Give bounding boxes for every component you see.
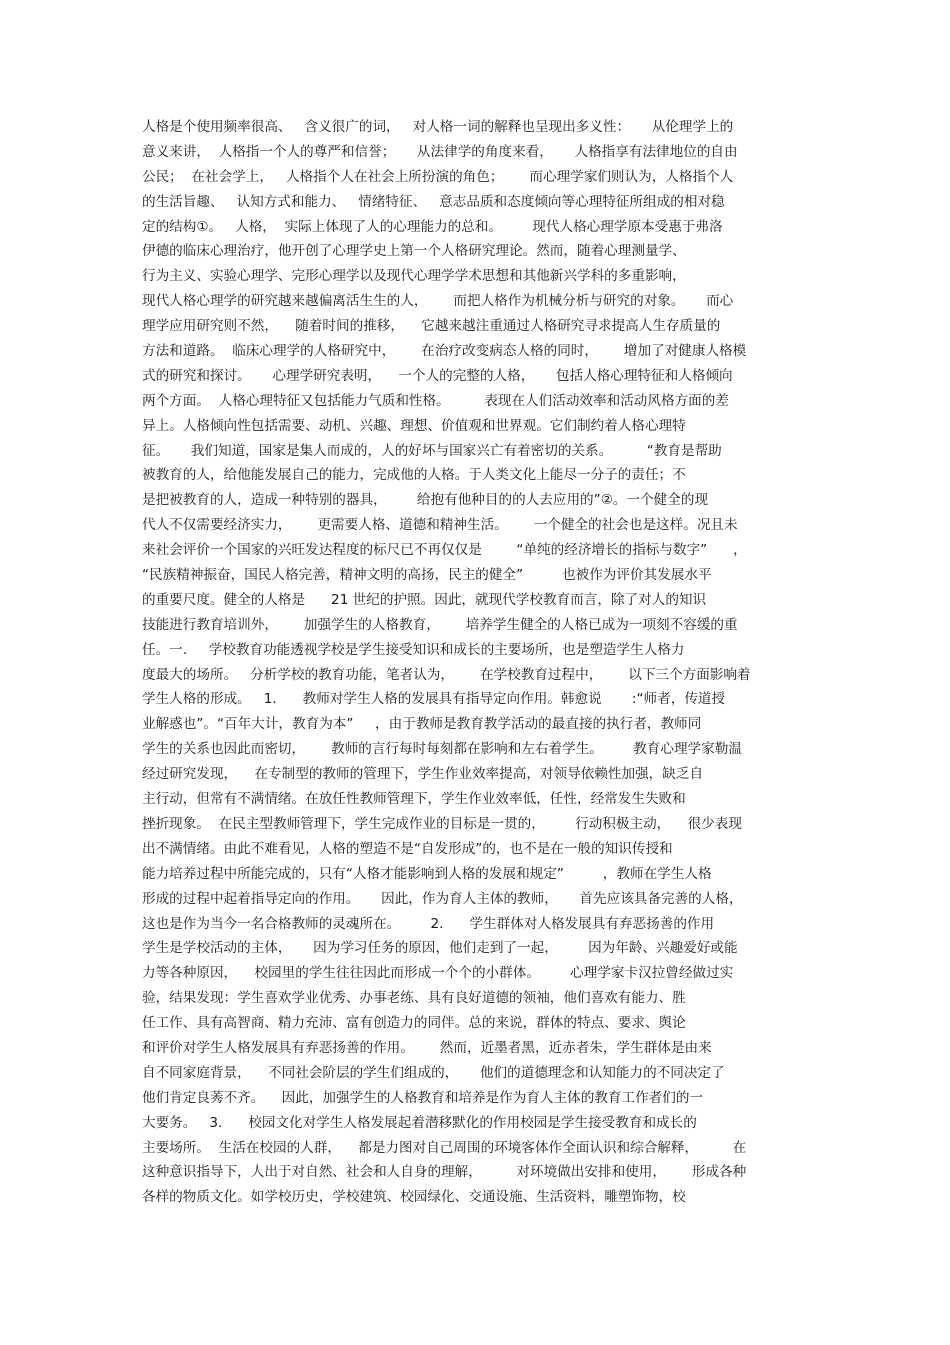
text-line: 意义来讲， 人格指一个人的尊严和信誉； 从法律学的角度来看， 人格指享有法律地位的自由 — [142, 143, 738, 160]
text-line: 大要务。 3. 校园文化对学生人格发展起着潜移默化的作用校园是学生接受教育和成长的 — [142, 1114, 697, 1131]
text-line: 现代人格心理学的研究越来越偏离活生生的人， 而把人格作为机械分析与研究的对象。 而心 — [142, 293, 734, 310]
text-line: 挫折现象。 在民主型教师管理下，学生完成作业的目标是一贯的， 行动积极主动， 很少表现 — [142, 815, 742, 832]
text-line: 异上。人格倾向性包括需要、动机、兴趣、理想、价值观和世界观。它们制约着人格心理特 — [142, 417, 686, 434]
text-line: 和评价对学生人格发展具有弃恶扬善的作用。 然而，近墨者黑，近赤者朱，学生群体是由来 — [142, 1039, 712, 1056]
text-line: 形成的过程中起着指导定向的作用。 因此，作为育人主体的教师， 首先应该具备完善的人格， — [142, 890, 743, 907]
text-line: 经过研究发现， 在专制型的教师的管理下，学生作业效率提高，对领导依赖性加强，缺乏自 — [142, 766, 704, 783]
text-line: 理学应用研究则不然， 随着时间的推移， 它越来越注重通过人格研究寻求提高人生存质量的 — [142, 318, 721, 335]
text-line: 这种意识指导下，人出于对自然、社会和人自身的理解， 对环境做出安排和使用， 形成各种 — [142, 1164, 747, 1181]
text-line: 任工作、具有高智商、精力充沛、富有创造力的同伴。总的来说，群体的特点、要求、舆论 — [142, 1015, 686, 1032]
text-line: 人格是个使用频率很高、 含义很广的词， 对人格一词的解释也呈现出多义性： 从伦理学上的 — [142, 119, 734, 135]
text-line: 度最大的场所。 分析学校的教育功能，笔者认为， 在学校教育过程中， 以下三个方面影响着 — [142, 666, 751, 683]
text-line: 业解惑也”。“百年大计，教育为本” ，由于教师是教育教学活动的最直接的执行者，教师同 — [142, 716, 702, 733]
body-text — [142, 115, 812, 1210]
text-line: 他们肯定良莠不齐。 因此，加强学生的人格教育和培养是作为育人主体的教育工作者们的一 — [142, 1089, 704, 1106]
text-line: 技能进行教育培训外， 加强学生的人格教育， 培养学生健全的人格已成为一项刻不容缓的重 — [142, 616, 738, 633]
text-line: 两个方面。 人格心理特征又包括能力气质和性格。 表现在人们活动效率和活动风格方面的差 — [142, 392, 729, 409]
text-line: 验，结果发现：学生喜欢学业优秀、办事老练、具有良好道德的领袖，他们喜欢有能力、胜 — [142, 990, 686, 1007]
text-line: 是把被教育的人，造成一种特别的器具， 给抱有他种目的的人去应用的”②。一个健全的现 — [142, 492, 709, 509]
text-line: 能力培养过程中所能完成的，只有“人格才能影响到人格的发展和规定” ，教师在学生人格 — [142, 865, 712, 882]
text-line: 自不同家庭背景， 不同社会阶层的学生们组成的， 他们的道德理念和认知能力的不同决定了 — [142, 1064, 725, 1081]
text-line: 力等各种原因， 校园里的学生往往因此而形成一个个的小群体。 心理学家卡汉拉曾经做过实 — [142, 965, 734, 982]
text-line: 被教育的人，给他能发展自己的能力，完成他的人格。于人类文化上能尽一分子的责任；不 — [142, 467, 686, 484]
text-line: 学生是学校活动的主体， 因为学习任务的原因，他们走到了一起， 因为年龄、兴趣爱好或能 — [142, 940, 738, 957]
text-line: 出不满情绪。由此不难看见，人格的塑造不是“自发形成”的，也不是在一般的知识传授和 — [142, 840, 673, 857]
text-line: 的生活旨趣、 认知方式和能力、 情绪特征、 意志品质和态度倾向等心理特征所组成的相对稳 — [142, 193, 725, 210]
text-line: 伊德的临床心理治疗，他开创了心理学史上第一个人格研究理论。然而，随着心理测量学、 — [142, 243, 686, 260]
text-line: 学生的关系也因此而密切， 教师的言行每时每刻都在影响和左右着学生。 教育心理学家勒温 — [142, 741, 742, 758]
text-line: 主要场所。 生活在校园的人群， 都是力图对自己周围的环境客体作全面认识和综合解释， 在 — [142, 1139, 747, 1156]
text-line: 式的研究和探讨。 心理学研究表明， 一个人的完整的人格， 包括人格心理特征和人格倾向 — [142, 367, 733, 384]
text-line: 公民； 在社会学上， 人格指个人在社会上所扮演的角色； 而心理学家们则认为，人格指个人 — [142, 168, 734, 185]
text-line: 任。一. 学校教育功能透视学校是学生接受知识和成长的主要场所，也是塑造学生人格力 — [142, 641, 685, 658]
text-line: 征。 我们知道，国家是集人而成的，人的好坏与国家兴亡有着密切的关系。 “教育是帮助 — [142, 442, 722, 459]
text-line: 代人不仅需要经济实力， 更需要人格、道德和精神生活。 一个健全的社会也是这样。况且未 — [142, 517, 738, 534]
text-line: 方法和道路。 临床心理学的人格研究中， 在治疗改变病态人格的同时， 增加了对健康人格模 — [142, 343, 747, 360]
text-line: 这也是作为当今一名合格教师的灵魂所在。 2. 学生群体对人格发展具有弃恶扬善的作用 — [142, 915, 715, 932]
text-line: 学生人格的形成。 1. 教师对学生人格的发展具有指导定向作用。韩愈说 :“师者，传道授 — [142, 691, 726, 708]
text-line: 定的结构①。 人格， 实际上体现了人的心理能力的总和。 现代人格心理学原本受惠于弗洛 — [142, 218, 723, 235]
text-line: 主行动，但常有不满情绪。在放任性教师管理下，学生作业效率低，任性，经常发生失败和 — [142, 791, 686, 808]
text-line: 来社会评价一个国家的兴旺发达程度的标尺已不再仅仅是 “单纯的经济增长的指标与数字” ， — [142, 542, 747, 559]
text-line: “民族精神振奋，国民人格完善，精神文明的高扬，民主的健全” 也被作为评价其发展水平 — [142, 567, 712, 584]
text-line: 的重要尺度。健全的人格是 21 世纪的护照。因此，就现代学校教育而言，除了对人的知识 — [142, 591, 707, 608]
text-line: 行为主义、实验心理学、完形心理学以及现代心理学学术思想和其他新兴学科的多重影响， — [142, 268, 686, 285]
text-line: 各样的物质文化。如学校历史，学校建筑、校园绿化、交通设施、生活资料，雕塑饰物，校 — [142, 1189, 686, 1206]
